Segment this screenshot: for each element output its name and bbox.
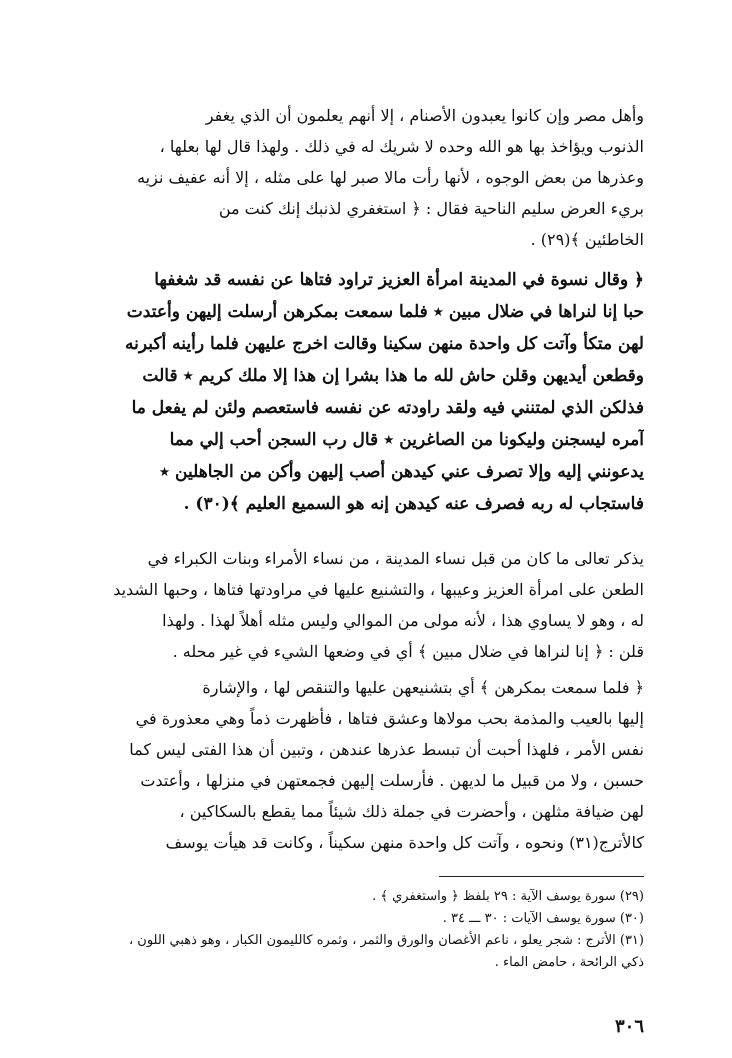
verse-line: لهن متكأ وآتت كل واحدة منهن سكينا وقالت اخرج عليهن فلما رأينه أكبرنه — [125, 334, 644, 354]
text-line: إليها بالعيب والمذمة بحب مولاها وعشق فتاها ، فأظهرت ذماً وهي معذورة في — [135, 709, 644, 728]
paragraph-commentary — [88, 543, 644, 667]
text-line: بريء العرض سليم الناحية فقال : ﴿ استغفري لذنبك إنك كنت من — [218, 199, 644, 218]
text-line: يذكر تعالى ما كان من قبل نساء المدينة ، من نساء الأمراء وبنات الكبراء في — [147, 549, 644, 568]
text-line: وأهل مصر وإن كانوا يعبدون الأصنام ، إلا أنهم يعلمون أن الذي يغفر — [205, 106, 644, 125]
paragraph-intro — [88, 100, 644, 255]
text-line: لهن ضيافة مثلهن ، وأحضرت في جملة ذلك شيئاً مما يقطع بالسكاكين ، — [179, 802, 644, 821]
text-line: قلن : ﴿ إنا لنراها في ضلال مبين ﴾ أي في وضعها الشيء في غير محله . — [172, 642, 644, 661]
text-line: ﴿ فلما سمعت بمكرهن ﴾ أي بتشنيعهن عليها والتنقص لها ، والإشارة — [202, 678, 644, 697]
footnotes — [88, 886, 644, 974]
verse-line: آمره ليسجنن وليكونا من الصاغرين ٭ قال رب السجن أحب إلي مما — [169, 430, 644, 450]
verse-line: ﴿ وقال نسوة في المدينة امرأة العزيز تراود فتاها عن نفسه قد شغفها — [154, 270, 644, 290]
verse-line: فذلكن الذي لمتنني فيه ولقد راودته عن نفسه فاستعصم ولئن لم يفعل ما — [131, 398, 644, 418]
footnote-divider — [439, 876, 644, 877]
text-line: كالأترج(٣١) ونحوه ، وآتت كل واحدة منهن سكيناً ، وكانت قد هيأت يوسف — [165, 833, 644, 852]
quran-verse-block — [88, 264, 644, 520]
footnote: (٣٠) سورة يوسف الآيات : ٣٠ ـــ ٣٤ . — [442, 911, 644, 926]
verse-line: فاستجاب له ربه فصرف عنه كيدهن إنه هو السميع العليم ﴾(٣٠) . — [183, 494, 644, 514]
verse-line: يدعونني إليه وإلا تصرف عني كيدهن أصب إليهن وأكن من الجاهلين ٭ — [159, 462, 644, 482]
footnote: (٢٩) سورة يوسف الآية : ٢٩ بلفظ ﴿ واستغفري ﴾ . — [372, 889, 644, 904]
text-line: الطعن على امرأة العزيز وعيبها ، والتشنيع عليها في مراودتها فتاها ، وحبها الشديد — [113, 580, 644, 599]
text-line: نفس الأمر ، فلهذا أحبت أن تبسط عذرها عندهن ، وتبين أن هذا الفتى ليس كما — [129, 740, 644, 759]
text-line: الخاطئين ﴾(٢٩) . — [530, 230, 644, 249]
text-line: حسبن ، ولا من قبيل ما لديهن . فأرسلت إليهن فجمعتهن في منزلها ، وأعتدت — [140, 771, 644, 790]
verse-line: حبا إنا لنراها في ضلال مبين ٭ فلما سمعت بمكرهن أرسلت إليهن وأعتدت — [126, 302, 644, 322]
footnote: ذكي الرائحة ، حامض الماء . — [494, 955, 644, 970]
text-line: الذنوب ويؤاخذ بها هو الله وحده لا شريك له في ذلك . ولهذا قال لها بعلها ، — [159, 137, 644, 156]
paragraph-explanation — [88, 672, 644, 858]
text-line: وعذرها من بعض الوجوه ، لأنها رأت مالا صبر لها على مثله ، إلا أنه عفيف نزيه — [137, 168, 644, 187]
text-line: له ، وهو لا يساوي هذا ، لأنه مولى من الموالي وليس مثله أهلاً لهذا . ولهذا — [162, 611, 644, 630]
page-number: ٣٠٦ — [614, 1016, 644, 1037]
footnote: (٣١) الأترج : شجر يعلو ، ناعم الأغصان والورق والثمر ، وثمره كالليمون الكبار ، وهو ذهبي اللون ، — [128, 933, 644, 948]
verse-line: وقطعن أيديهن وقلن حاش لله ما هذا بشرا إن هذا إلا ملك كريم ٭ قالت — [142, 366, 644, 386]
